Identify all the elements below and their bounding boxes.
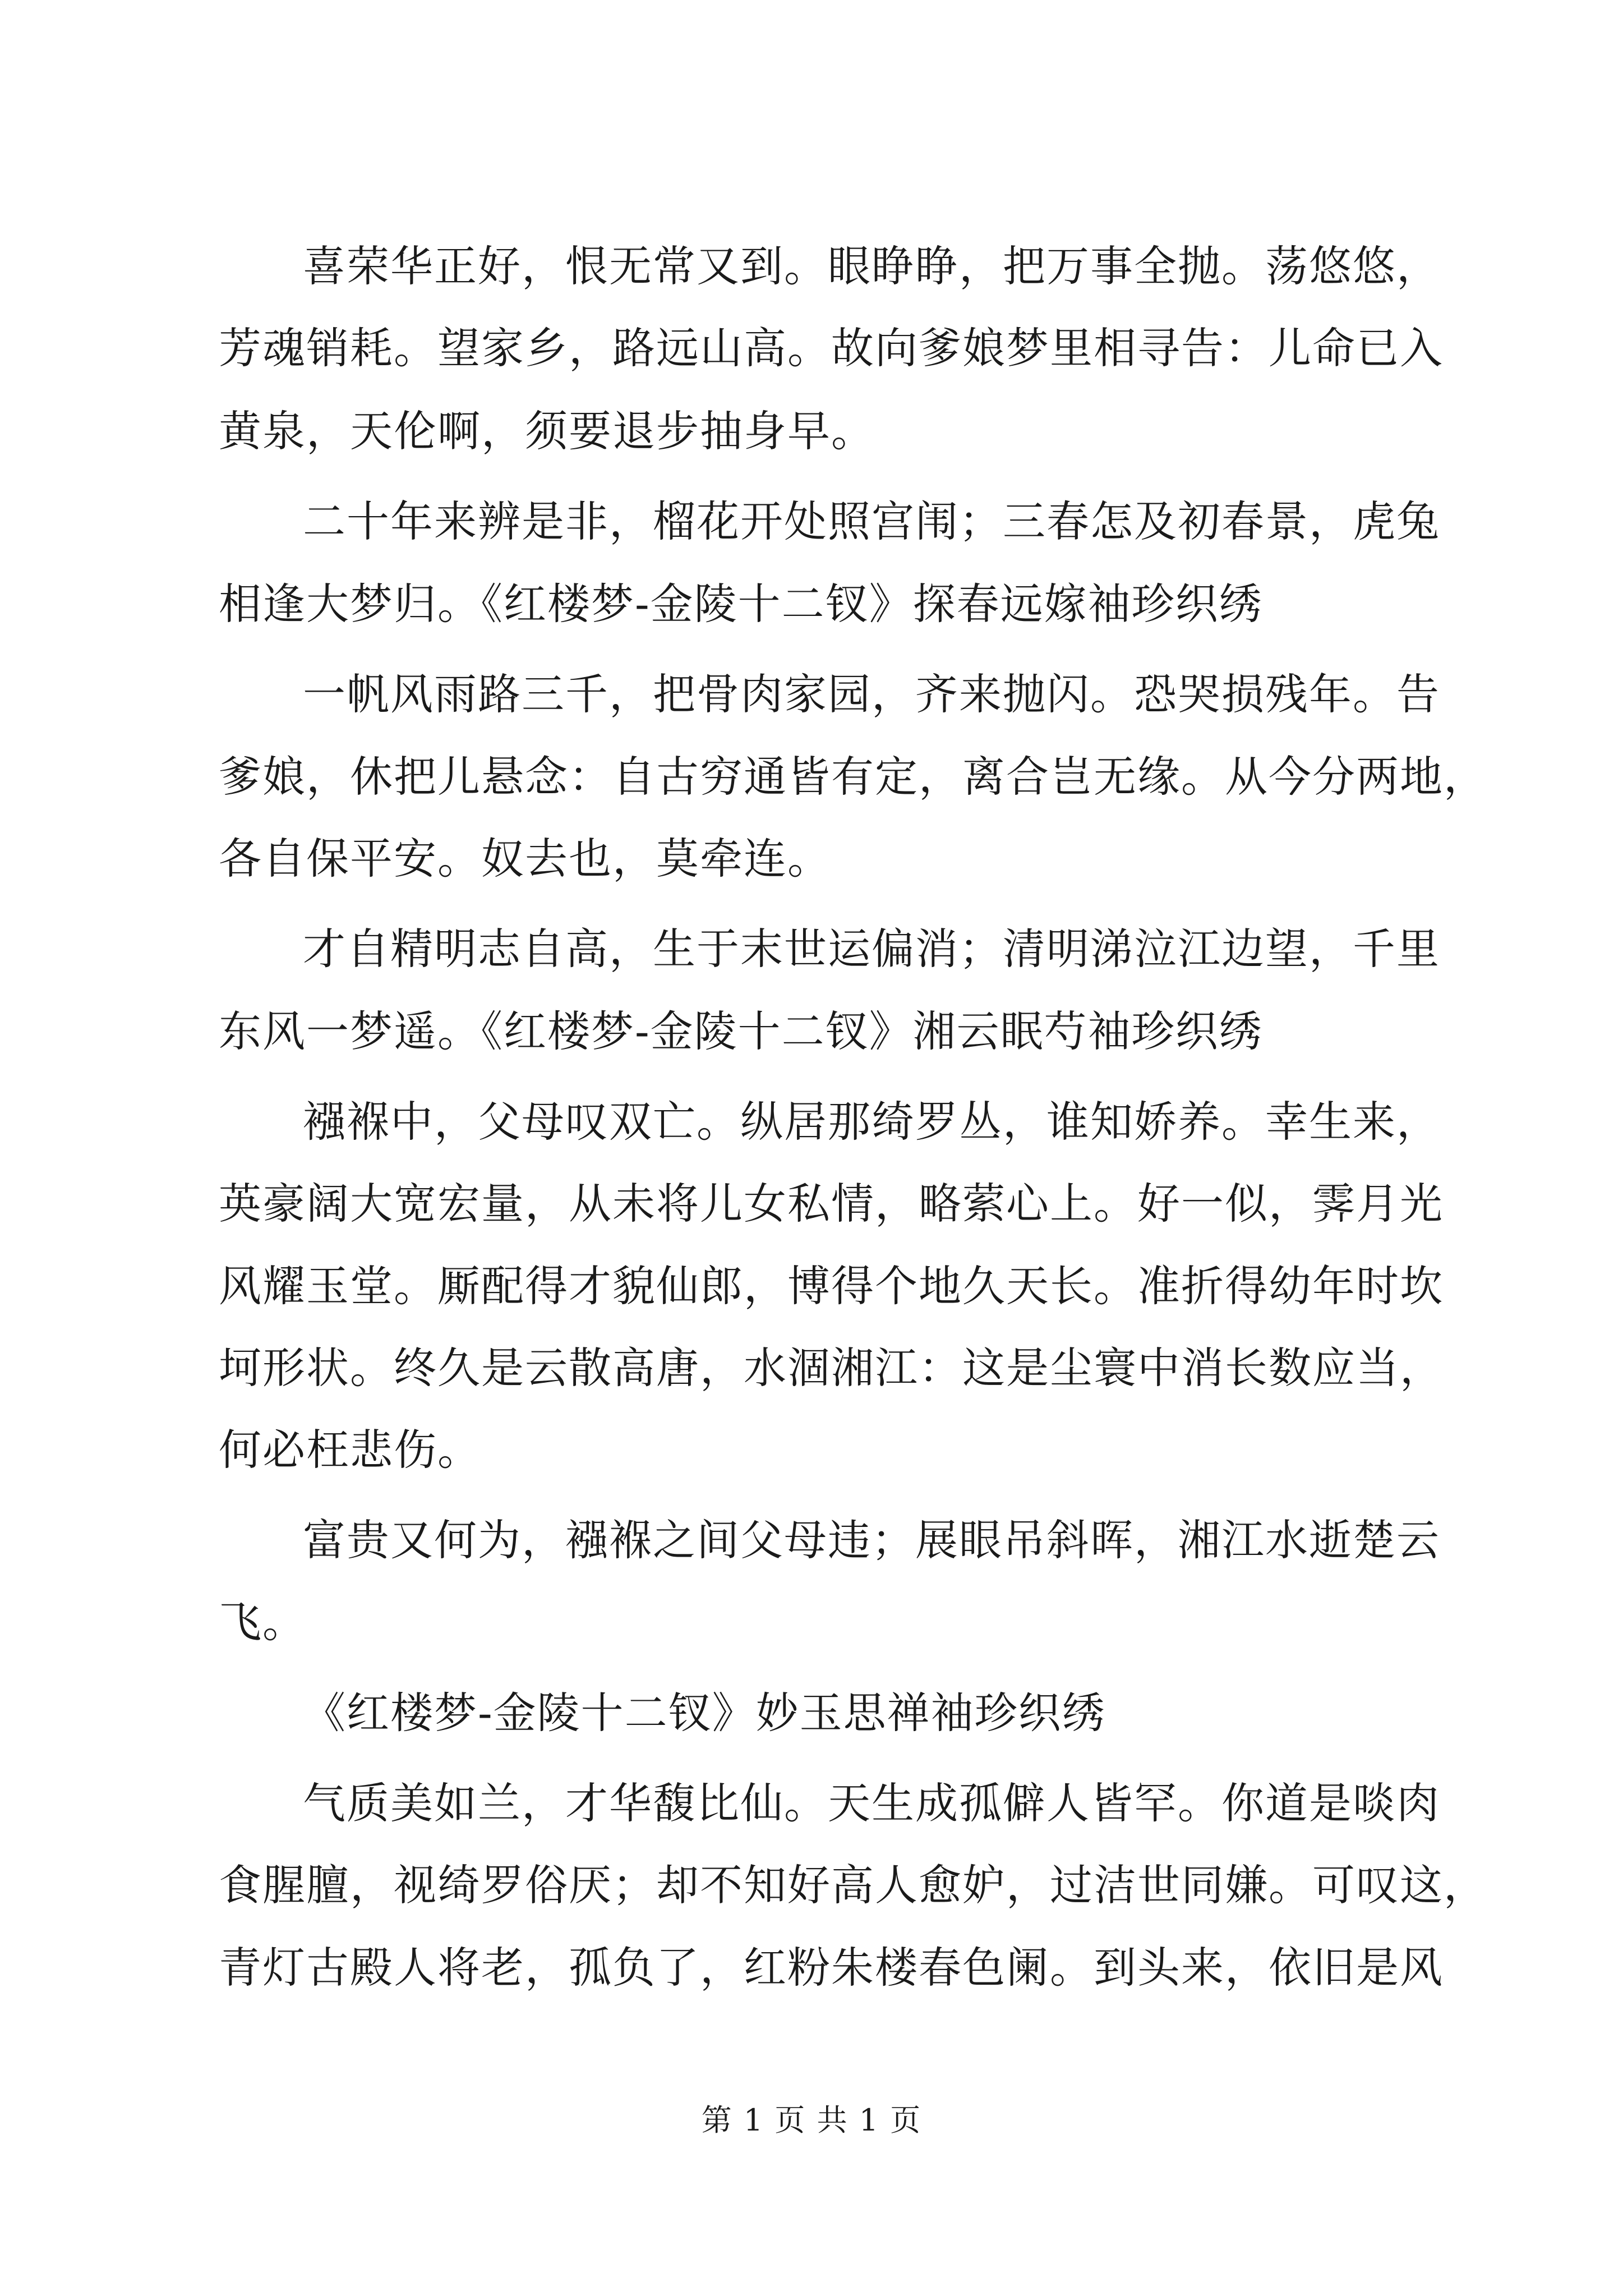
text-line: 二十年来辨是非，榴花开处照宫闱；三春怎及初春景，虎兔 — [303, 496, 1440, 546]
text-line: 黄泉，天伦啊，须要退步抽身早。 — [219, 406, 875, 456]
text-line: 东风一梦遥。《红楼梦-金陵十二钗》湘云眠芍袖珍织绣 — [219, 1006, 1263, 1056]
text-line: 飞。 — [219, 1597, 306, 1647]
page-number: 第 1 页 共 1 页 — [701, 2102, 922, 2138]
text-line: 风耀玉堂。厮配得才貌仙郎，博得个地久天长。准折得幼年时坎 — [219, 1261, 1444, 1311]
text-line: 《红楼梦-金陵十二钗》妙玉思禅袖珍织绣 — [303, 1688, 1106, 1738]
text-line: 爹娘，休把儿悬念：自古穷通皆有定，离合岂无缘。从今分两地， — [219, 752, 1487, 802]
text-line: 青灯古殿人将老，孤负了，红粉朱楼春色阑。到头来，依旧是风 — [219, 1943, 1444, 1993]
text-line: 气质美如兰，才华馥比仙。天生成孤僻人皆罕。你道是啖肉 — [303, 1778, 1440, 1828]
text-line: 富贵又何为，襁褓之间父母违；展眼吊斜晖，湘江水逝楚云 — [303, 1515, 1440, 1565]
text-line: 英豪阔大宽宏量，从未将儿女私情，略萦心上。好一似，霁月光 — [219, 1179, 1444, 1228]
text-line: 喜荣华正好，恨无常又到。眼睁睁，把万事全抛。荡悠悠， — [303, 241, 1440, 291]
text-line: 一帆风雨路三千，把骨肉家园，齐来抛闪。恐哭损残年。告 — [303, 669, 1440, 719]
text-line: 芳魂销耗。望家乡，路远山高。故向爹娘梦里相寻告：儿命已入 — [219, 323, 1444, 373]
text-line: 食腥膻，视绮罗俗厌；却不知好高人愈妒，过洁世同嫌。可叹这， — [219, 1860, 1487, 1910]
text-line: 相逢大梦归。《红楼梦-金陵十二钗》探春远嫁袖珍织绣 — [219, 579, 1263, 629]
text-line: 坷形状。终久是云散高唐，水涸湘江：这是尘寰中消长数应当， — [219, 1343, 1444, 1393]
text-line: 各自保平安。奴去也，莫牵连。 — [219, 834, 831, 884]
text-line: 何必枉悲伤。 — [219, 1425, 481, 1475]
text-line: 才自精明志自高，生于末世运偏消；清明涕泣江边望，千里 — [303, 924, 1440, 974]
text-line: 襁褓中，父母叹双亡。纵居那绮罗丛，谁知娇养。幸生来， — [303, 1097, 1440, 1147]
